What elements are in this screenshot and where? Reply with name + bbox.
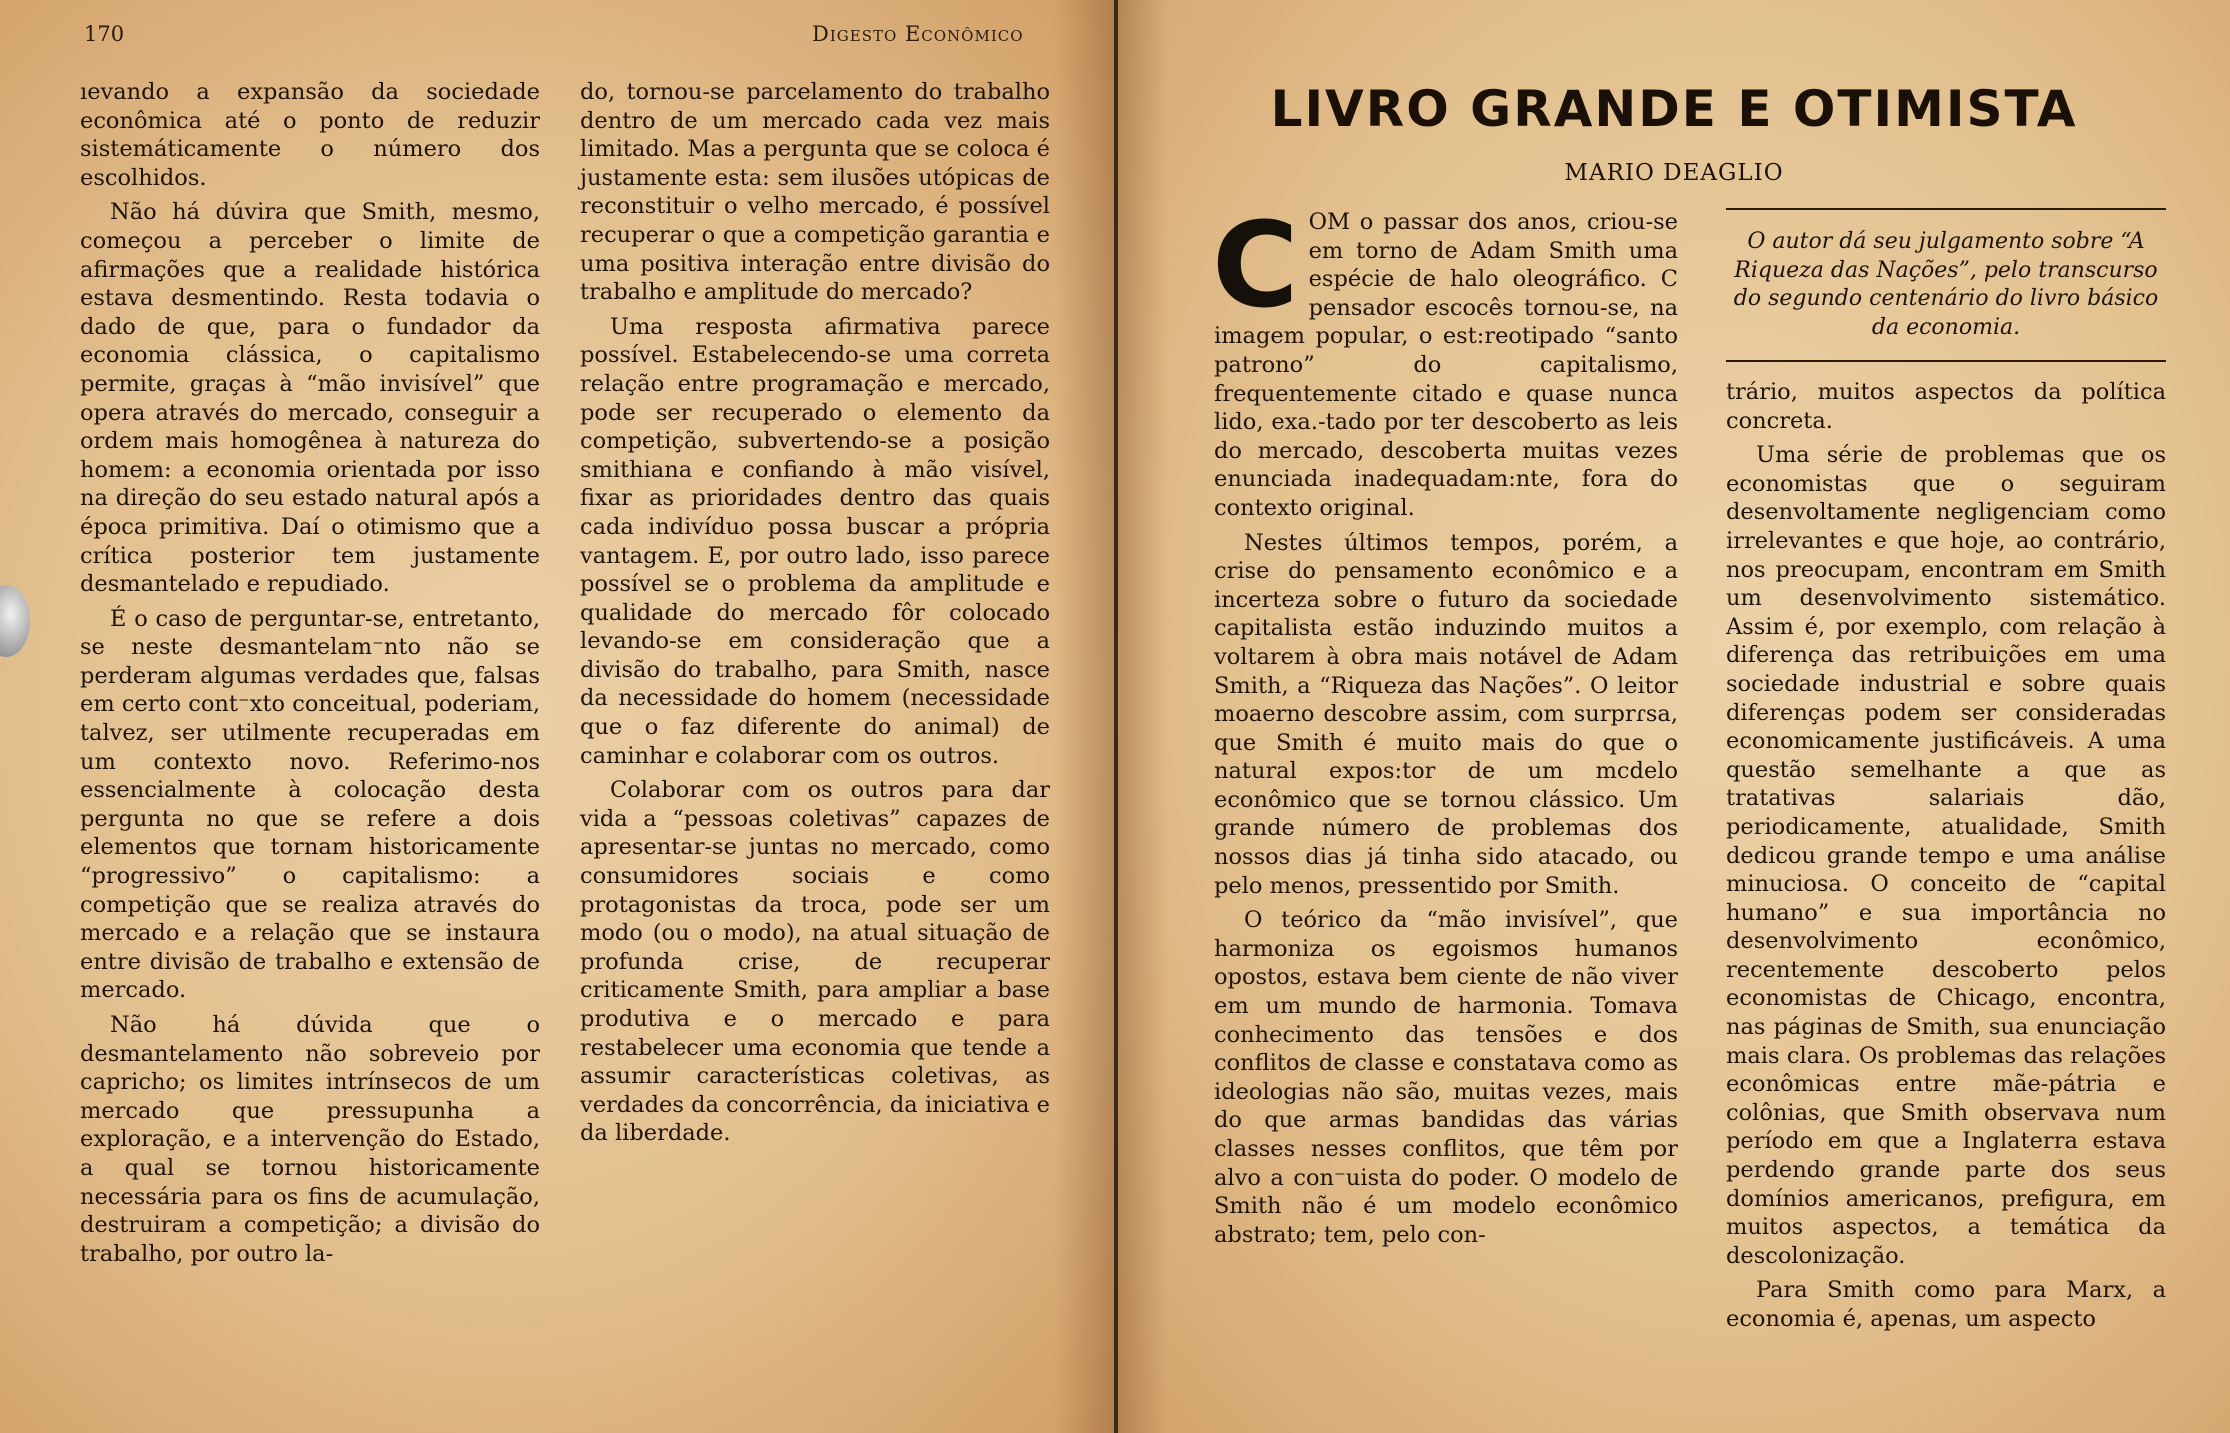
paragraph: Não há dúvira que Smith, mesmo, começou a perceber o limite de afirmações que a realidade histórica estava desmentindo. Resta todavia o dado de que, para o fundador da economia clássica, o capitalismo permite, graças à “mão invisível” que opera através do mercado, conseguir a ordem mais homogênea à natureza do homem: a economia orientada por isso na direção do seu estado natural após a época primitiva. Daí o otimismo que a crítica posterior tem justamente desmantelado e repudiado. [80,199,540,598]
paragraph: Uma resposta afirmativa parece possível. Estabelecendo-se uma correta relação entre programação e mercado, pode ser recuperado o elemento da competição, subvertendo-se a posição smithiana e confiando à mão visível, fixar as prioridades dentro das quais cada indivíduo possa buscar a própria vantagem. E, por outro lado, isso parece possível se o problema da amplitude e qualidade do mercado fôr colocado levando-se em consideração que a divisão do trabalho, para Smith, nasce da necessidade do homem (necessidade que o faz diferente do animal) de caminhar e colaborar com os outros. [580,313,1050,769]
paragraph: Uma série de problemas que os economistas que o seguiram desenvoltamente negligenciam como irrelevantes e que hoje, ao contrário, nos preocupam, encontram em Smith um desenvolvimento sistemático. Assim é, por exemplo, com relação à diferença das retribuições em uma sociedade industrial e sobre quais diferenças podem ser consideradas economicamente justificáveis. A uma questão semelhante a que as tratativas salariais dão, periodicamente, atualidade, Smith dedicou grande tempo e uma análise minuciosa. O conceito de “capital humano” e sua importância no desenvolvimento econômico, recentemente descoberto pelos economistas de Chicago, encontra, nas páginas de Smith, sua enunciação mais clara. Os problemas das relações econômicas entre mãe-pátria e colônias, que Smith observava num período em que a Inglaterra estava perdendo grande parte dos seus domínios americanos, prefigura, em muitos aspectos, a temática da descolonização. [1726,442,2166,1269]
paragraph: Colaborar com os outros para dar vida a “pessoas coletivas” capazes de apresentar-se juntas no mercado, como consumidores sociais e como protagonistas da troca, pode ser um modo (ou o modo), na atual situação de profunda crise, de recuperar criticamente Smith, para ampliar a base produtiva e o mercado e para restabelecer uma economia que tende a assumir características coletivas, as verdades da concorrência, da iniciativa e da liberdade. [580,777,1050,1147]
left-column-1 [80,78,540,1398]
left-page [0,0,1114,1433]
right-page [1118,0,2230,1433]
paragraph: O teórico da “mão invisível”, que harmoniza os egoismos humanos opostos, estava bem ciente de não viver em um mundo de harmonia. Tomava conhecimento das tensões e dos conflitos de classe e constatava como as ideologias não são, muitas vezes, mais do que armas bandidas das várias classes nesses conflitos, que têm por alvo a con⁻uista do poder. O modelo de Smith não é um modelo econômico abstrato; tem, pelo con- [1214,907,1678,1248]
paragraph: É o caso de perguntar-se, entretanto, se neste desmantelam⁻nto não se perderam algumas verdades que, falsas em certo cont⁻xto conceitual, poderiam, talvez, ser utilmente recuperadas em um contexto novo. Referimo-nos essencialmente à colocação desta pergunta no que se refere a dois elementos que tornam historicamente “progressivo” o capitalismo: a competição que se realiza através do mercado e a relação que se instaura entre divisão de trabalho e extensão de mercado. [80,605,540,1004]
paragraph: trário, muitos aspectos da política concreta. [1726,379,2166,434]
lead-paragraph [1212,196,1678,523]
lead-text: OM o passar dos anos, criou-se em torno de Adam Smith uma espécie de halo oleográfico. C pensador escocês tornou-se, na imagem popular, o est:reotipado “santo patrono” do capitalismo, frequentemente citado e quase nunca lido, exa.-tado por ter descoberto as leis do mercado, descoberta muitas vezes enunciada inadequadam:nte, fora do contexto original. [1214,209,1678,521]
paragraph: Não há dúvida que o desmantelamento não sobreveio por capricho; os limites intrínsecos de um mercado que pressupunha a exploração, e a intervenção do Estado, a qual se tornou historicamente necessária para os fins de acumulação, destruiram a competição; a divisão do trabalho, por outro la- [80,1012,540,1267]
page-number: 170 [84,22,125,46]
binder-clip-icon [0,585,30,657]
right-column-2 [1726,208,2166,1433]
right-column-1 [1212,196,1678,1433]
running-title: Digesto Econômico [812,22,1024,46]
paragraph: do, tornou-se parcelamento do trabalho dentro de um mercado cada vez mais limitado. Mas a pergunta que se coloca é justamente esta: sem ilusões utópicas de reconstituir o velho mercado, é possível recuperar o que a competição garantia e uma positiva interação entre divisão do trabalho e amplitude do mercado? [580,79,1050,306]
paragraph: Para Smith como para Marx, a economia é, apenas, um aspecto [1726,1277,2166,1332]
article-author: MARIO DEAGLIO [1564,160,1784,186]
article-title: LIVRO GRANDE E OTIMISTA [1270,80,2078,138]
paragraph: Nestes últimos tempos, porém, a crise do pensamento econômico e a incerteza sobre o futuro da sociedade capitalista estão induzindo muitos a voltarem à obra mais notável de Adam Smith, a “Riqueza das Nações”. O leitor moaerno descobre assim, com surprɾsa, que Smith é muito mais do que o natural expos:tor de um mcdelo econômico que se tornou clássico. Um grande número de problemas dos nossos dias já tinha sido atacado, ou pelo menos, pressentido por Smith. [1214,529,1678,899]
gutter-shadow [1054,0,1114,1433]
drop-cap: C [1212,196,1299,334]
gutter-shadow [1118,0,1168,1433]
left-column-2 [580,78,1050,1398]
article-blurb: O autor dá seu julgamento sobre “A Riqueza das Nações”, pelo transcurso do segundo centenário do livro básico da economia. [1726,208,2166,362]
paragraph: ıevando a expansão da sociedade econômica até o ponto de reduzir sistemáticamente o número dos escolhidos. [80,79,540,191]
